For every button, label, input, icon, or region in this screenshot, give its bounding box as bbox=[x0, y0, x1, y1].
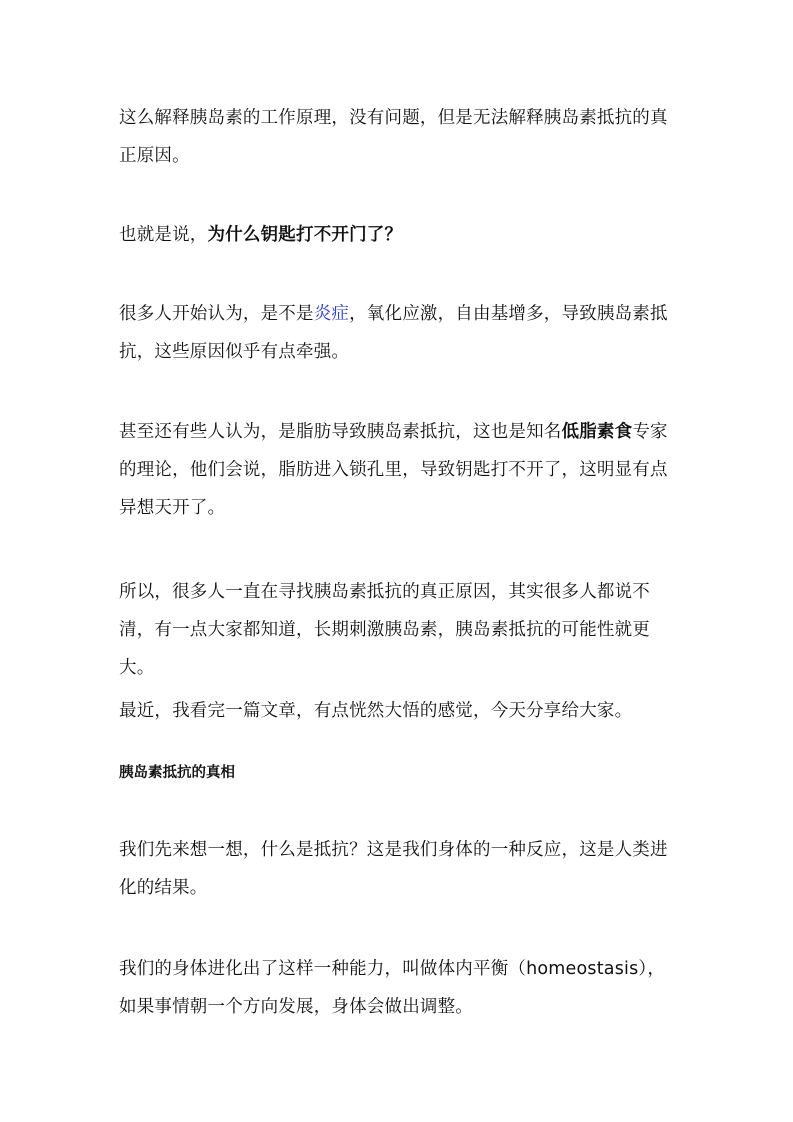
paragraph-3-lead: 很多人开始认为，是不是 bbox=[119, 304, 314, 324]
paragraph-8-text: 我们的身体进化出了这样一种能力，叫做体内平衡（homeostasis），如果事情朝一个方向发展，身体会做出调整。 bbox=[119, 959, 666, 1017]
paragraph-7 bbox=[119, 831, 675, 907]
inflammation-link[interactable]: 炎症 bbox=[313, 304, 350, 324]
paragraph-5 bbox=[119, 573, 675, 687]
paragraph-4-rest: 专家的理论，他们会说，脂肪进入锁孔里，导致钥匙打不开了，这明显有点异想天开了。 bbox=[119, 422, 668, 518]
paragraph-4-lead: 甚至还有些人认为，是脂肪导致胰岛素抵抗，这也是知名 bbox=[119, 422, 562, 442]
paragraph-5-text: 所以，很多人一直在寻找胰岛素抵抗的真正原因，其实很多人都说不清，有一点大家都知道，长期刺激胰岛素，胰岛素抵抗的可能性就更大。 bbox=[119, 582, 650, 678]
section-heading: 胰岛素抵抗的真相 bbox=[119, 764, 235, 781]
paragraph-6 bbox=[119, 692, 675, 730]
paragraph-3-rest: ，氧化应激，自由基增多，导致胰岛素抵抗，这些原因似乎有点牵强。 bbox=[119, 304, 668, 362]
paragraph-6-text: 最近，我看完一篇文章，有点恍然大悟的感觉，今天分享给大家。 bbox=[119, 701, 633, 721]
paragraph-4 bbox=[119, 413, 675, 527]
paragraph-3 bbox=[119, 295, 675, 371]
paragraph-8 bbox=[119, 950, 675, 1026]
paragraph-2 bbox=[119, 216, 675, 254]
paragraph-7-text: 我们先来想一想，什么是抵抗？这是我们身体的一种反应，这是人类进化的结果。 bbox=[119, 840, 668, 898]
paragraph-4-bold-term: 低脂素食 bbox=[561, 422, 633, 442]
paragraph-1 bbox=[119, 99, 675, 175]
paragraph-1-text: 这么解释胰岛素的工作原理，没有问题，但是无法解释胰岛素抵抗的真正原因。 bbox=[119, 108, 668, 166]
paragraph-2-bold-question: 为什么钥匙打不开门了？ bbox=[207, 225, 403, 245]
paragraph-2-lead: 也就是说， bbox=[119, 225, 208, 245]
